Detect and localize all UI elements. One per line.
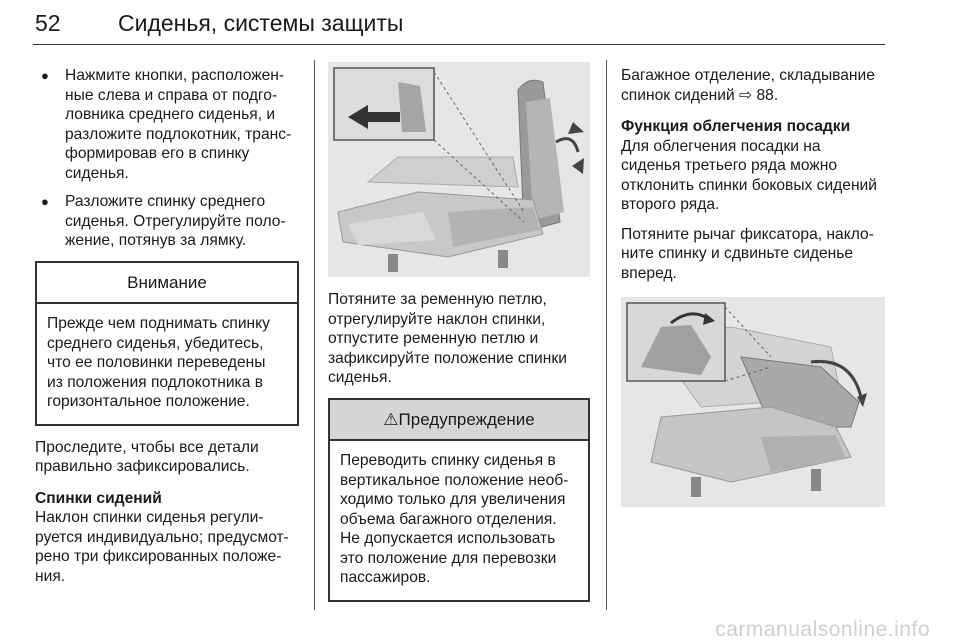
page-reference-link[interactable]: 88.	[756, 86, 779, 104]
warning-line: пассажиров.	[340, 569, 431, 586]
notice-line: Прежде чем поднимать спинку	[47, 315, 270, 332]
section-backrests	[35, 489, 299, 587]
paragraph-line: рено три фиксированных положе-	[35, 548, 282, 565]
paragraph-line: Багажное отделение, складывание	[621, 67, 875, 84]
paragraph-line: Потяните рычаг фиксатора, накло-	[621, 225, 874, 243]
seat-image	[328, 62, 590, 277]
warning-title: Предупреждение	[398, 409, 535, 429]
paragraph-line: ните спинку и сдвиньте сиденье	[621, 245, 854, 262]
page-header	[33, 6, 885, 46]
notice-box	[35, 261, 299, 426]
paragraph-line: ния.	[35, 567, 66, 585]
page-footer	[0, 618, 960, 642]
warning-body	[330, 441, 588, 600]
bullet-text-line: сиденья.	[65, 164, 129, 182]
paragraph-strap	[328, 290, 590, 388]
bullet-text-line: жение, потянув за лямку.	[65, 232, 247, 249]
bullet-icon: ●	[41, 68, 49, 83]
bullet-icon: ●	[41, 194, 49, 209]
paragraph-line: сиденья.	[328, 369, 392, 386]
paragraph-line: отпустите ременную петлю и	[328, 330, 539, 347]
notice-line: из положения подлокотника в	[47, 373, 264, 391]
paragraph-line: отклонить спинки боковых сидений	[621, 176, 877, 194]
warning-line: объема багажного отделения.	[340, 510, 557, 528]
paragraph-line: отрегулируйте наклон спинки,	[328, 310, 546, 328]
paragraph-luggage	[621, 66, 891, 105]
paragraph-line: зафиксируйте положение спинки	[328, 349, 567, 367]
paragraph-line: Наклон спинки сиденья регули-	[35, 509, 264, 526]
section-heading: Функция облегчения посадки	[621, 118, 851, 135]
notice-line: что ее половинки переведены	[47, 354, 266, 371]
warning-box	[328, 398, 590, 602]
bullet-text-line: разложите подлокотник, транс-	[65, 125, 292, 143]
bullet-text-line: ловника среднего сиденья, и	[65, 106, 276, 123]
column-divider-1	[314, 60, 315, 610]
paragraph-line: Потяните за ременную петлю,	[328, 291, 547, 308]
header-rule	[33, 44, 885, 45]
paragraph-line: вперед.	[621, 264, 677, 282]
page-ref-arrow-icon: ⇨	[739, 86, 753, 104]
bullet-item-2	[35, 192, 299, 251]
warning-line: Не допускается использовать	[340, 530, 556, 547]
notice-line: горизонтальное положение.	[47, 393, 250, 410]
notice-line: среднего сиденья, убедитесь,	[47, 334, 264, 352]
page-number: 52	[35, 10, 61, 36]
seat-strap-illustration	[328, 62, 590, 277]
bullet-text-line: Разложите спинку среднего	[65, 193, 266, 210]
column-1	[35, 66, 299, 586]
warning-header	[330, 400, 588, 442]
paragraph-check	[35, 438, 299, 477]
bullet-text-line: Нажмите кнопки, расположен-	[65, 67, 285, 84]
paragraph-line	[621, 86, 891, 106]
paragraph-text: спинок сидений	[621, 86, 735, 104]
bullet-item-1	[35, 66, 299, 183]
column-divider-2	[606, 60, 607, 610]
warning-line: вертикальное положение необ-	[340, 471, 569, 489]
paragraph-line: правильно зафиксировались.	[35, 458, 250, 475]
paragraph-line: сиденья третьего ряда можно	[621, 157, 838, 174]
bullet-text-line: сиденья. Отрегулируйте поло-	[65, 212, 286, 230]
seat-fold-image	[621, 297, 885, 507]
easy-entry-illustration	[621, 297, 885, 507]
paragraph-lever	[621, 225, 891, 284]
warning-line: это положение для перевозки	[340, 549, 557, 567]
notice-body	[37, 304, 297, 424]
paragraph-line: руется индивидуально; предусмот-	[35, 528, 289, 546]
paragraph-line: Проследите, чтобы все детали	[35, 438, 259, 456]
notice-title: Внимание	[37, 263, 297, 305]
warning-line: Переводить спинку сиденья в	[340, 452, 556, 469]
section-heading: Спинки сидений	[35, 489, 162, 507]
paragraph-line: второго ряда.	[621, 196, 720, 213]
warning-line: ходимо только для увеличения	[340, 491, 566, 508]
section-easy-entry	[621, 117, 891, 215]
paragraph-line: Для облегчения посадки на	[621, 137, 821, 155]
warning-triangle-icon: ⚠	[383, 409, 399, 429]
bullet-text-line: формировав его в спинку	[65, 145, 250, 162]
column-3	[621, 66, 891, 507]
column-2	[328, 62, 590, 602]
page-title: Сиденья, системы защиты	[118, 10, 404, 36]
bullet-text-line: ные слева и справа от подго-	[65, 86, 278, 104]
watermark: carmanualsonline.info	[715, 618, 930, 641]
